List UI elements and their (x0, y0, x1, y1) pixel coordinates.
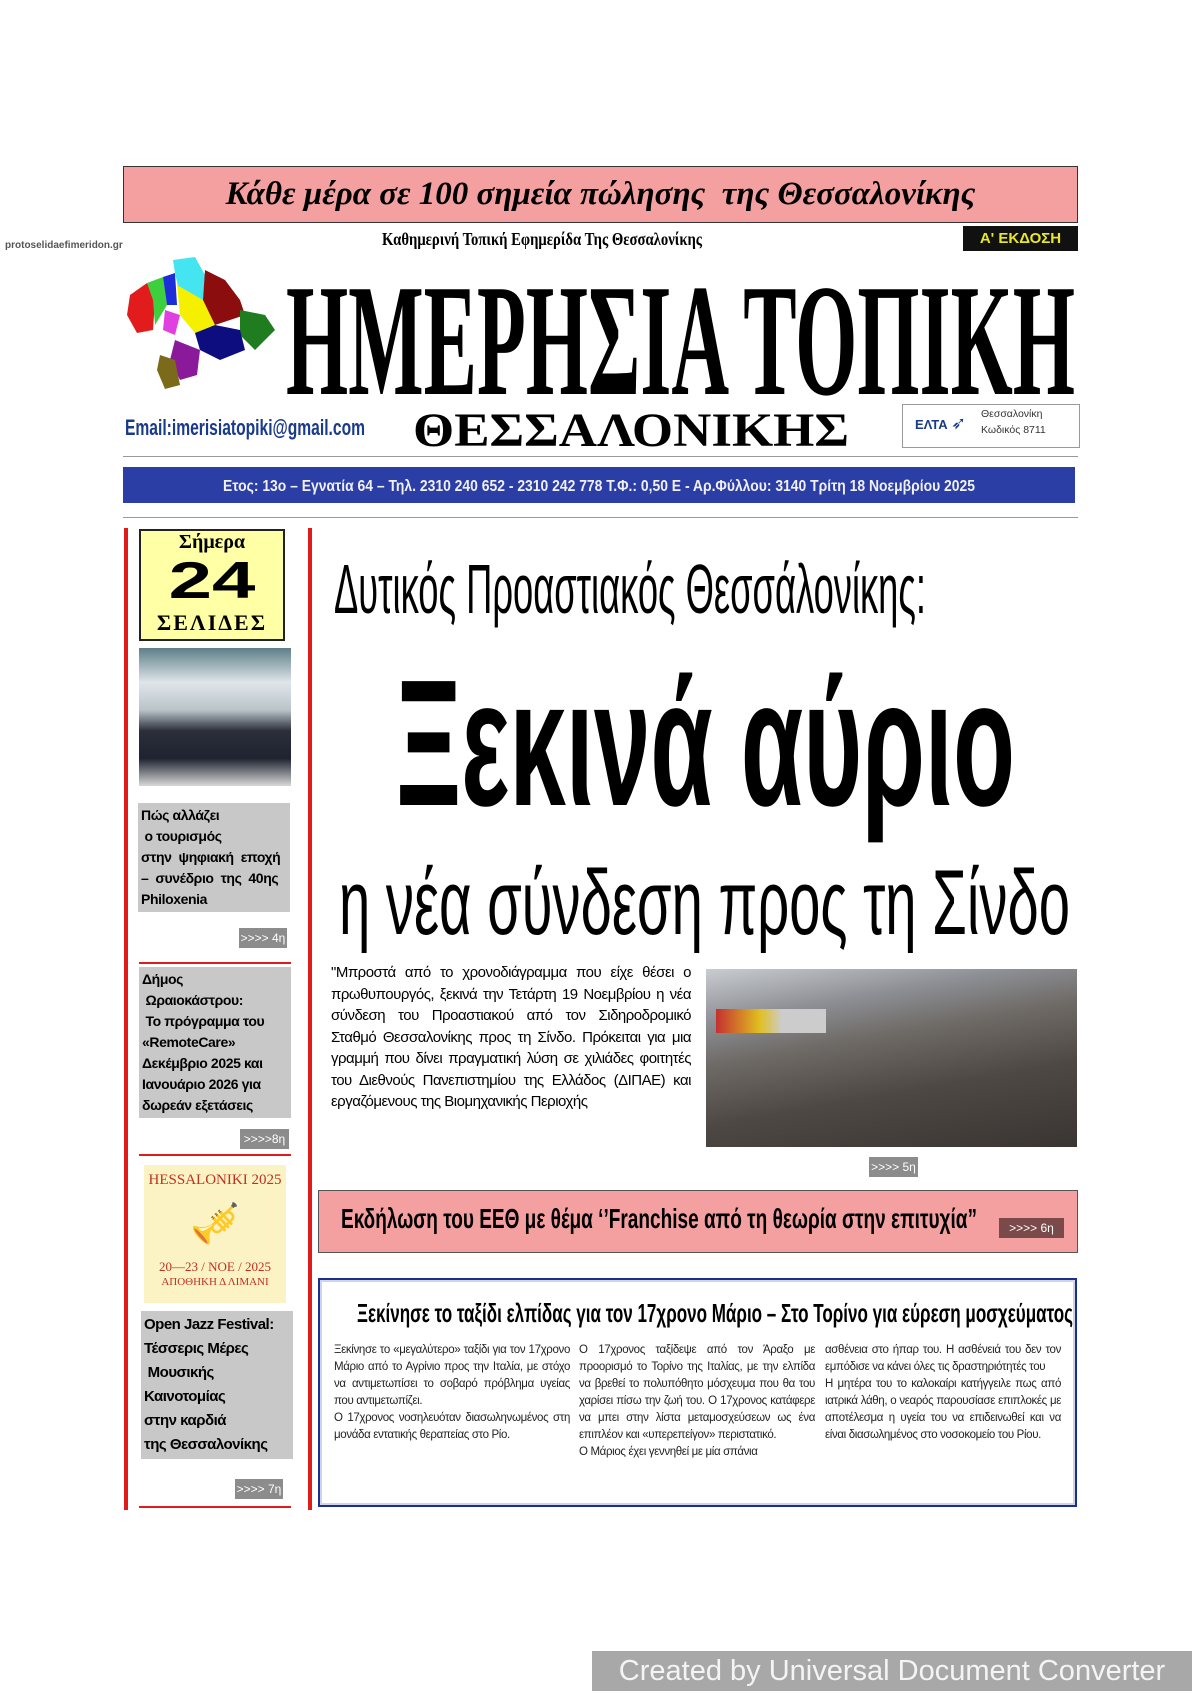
lead-paragraph: "Μπροστά από το χρονοδιάγραμμα που είχε θέσει ο πρωθυπουργός, ξεκινά την Τετάρτη 19 Νοεμβρίου η νέα σύνδεση του Προαστιακού από τον Σιδηροδρομικό Σταθμό Θεσσαλονίκης προς τη Σίνδο. Πρόκειται για μια γραμμή που δίνει πραγματική λύση σε χιλιάδες φοιτητές του Διεθνούς Πανεπιστημίου της Ελλάδος (ΔΙΠΑΕ) και εργαζόμενους της Βιομηχανικής Περιοχής (331, 964, 691, 1110)
pages-label: ΣΕΛΙΔΕΣ (156, 610, 268, 635)
divider (123, 517, 1078, 518)
svg-text:Δυτικός Προαστιακός Θεσσάλονίκ: Δυτικός Προαστιακός Θεσσάλονίκης: (334, 550, 926, 628)
email-link[interactable] (125, 412, 367, 442)
divider (139, 1506, 291, 1508)
main-subhead (339, 850, 1073, 960)
story-tourism[interactable]: Πώς αλλάζει ο τουρισμός στην ψηφιακή εποχή – συνέδριο της 40ης Philoxenia (138, 803, 290, 912)
svg-text:η νέα σύνδεση προς τη Σίνδο: η νέα σύνδεση προς τη Σίνδο (339, 852, 1070, 954)
pages-today-label: Σήμερα (178, 531, 246, 553)
divider (139, 962, 291, 964)
svg-text:Ξεκινά αύριο: Ξεκινά αύριο (396, 643, 1015, 844)
main-kicker (334, 545, 928, 630)
jazz-poster[interactable] (144, 1165, 286, 1303)
more-page-6-button[interactable]: >>>> 6η (999, 1218, 1064, 1238)
divider (139, 1154, 291, 1156)
event-banner[interactable] (318, 1190, 1078, 1253)
svg-text:Καθημερινή Τοπική Εφημερίδα Τη: Καθημερινή Τοπική Εφημερίδα Της Θεσσαλονίκης (382, 229, 703, 249)
more-page-5-button[interactable]: >>>> 5η (869, 1157, 918, 1177)
story-column-2: Ο 17χρονος ταξίδεψε από τον Άραξο με προορισμό το Τορίνο της Ιταλίας, με την ελπίδα να βρεθεί το πολυπόθητο μόσχευμα που θα του χαρίσει πίσω την ζωή του. Ο 17χρονος κατάφερε να μπει στην λίστα μεταμοσχεύσεων ως ένα επιπλέον και «υπερεπείγον» περιστατικό. Ο Μάριος έχει γεννηθεί με μία σπάνια (579, 1344, 815, 1458)
edition-badge: Α' ΕΚΔΟΣΗ (963, 226, 1078, 251)
divider (123, 456, 1078, 457)
poster-title: HESSALONIKI 2025 (148, 1172, 282, 1188)
elta-logo: ΕΛΤΑ (915, 417, 948, 432)
info-bar (123, 467, 1075, 503)
svg-text:ΗΜΕΡΗΣΙΑ ΤΟΠΙΚΗ: ΗΜΕΡΗΣΙΑ ΤΟΠΙΚΗ (286, 252, 1075, 402)
more-page-4-button[interactable]: >>>> 4η (239, 928, 287, 948)
masthead-title (286, 252, 1078, 402)
banner-text: Κάθε μέρα σε 100 σημεία πώλησης της Θεσσαλονίκης (225, 176, 976, 212)
main-headline (396, 640, 1018, 845)
top-banner (123, 166, 1078, 223)
conference-photo[interactable] (139, 648, 291, 786)
converter-watermark: Created by Universal Document Converter (592, 1651, 1192, 1691)
region-map-logo (125, 255, 277, 391)
svg-text:Email:imerisiatopiki@gmail.com: Email:imerisiatopiki@gmail.com (125, 415, 365, 440)
sidebar-border-right (308, 528, 312, 1510)
elta-code: Κωδικός 8711 (981, 424, 1046, 436)
sidebar-border-left (124, 528, 128, 1510)
story-box (318, 1278, 1077, 1507)
svg-text:Ετος: 13ο – Εγνατία 64 – Τηλ.: Ετος: 13ο – Εγνατία 64 – Τηλ. 2310 240 652 - 2310 242 778 Τ.Φ.: 0,50 Ε - Αρ.Φύλλου: 3140 Τρίτη 18 Νοεμβρίου 2025 (223, 478, 976, 495)
poster-dates: 20—23 / ΝΟΕ / 2025 (159, 1259, 271, 1274)
story-title: Ξεκίνησε το ταξίδι ελπίδας για τον 17χρονο Μάριο – Στο Τορίνο για εύρεση μοσχεύματος (357, 1298, 1073, 1328)
pages-count: 24 (168, 552, 256, 610)
elta-box (902, 404, 1080, 448)
poster-trumpet-icon: 🎺 (190, 1201, 240, 1246)
masthead-tagline (382, 228, 704, 250)
story-oraiokastro[interactable]: Δήμος Ωραιοκάστρου: Το πρόγραμμα του «RemoteCare» Δεκέμβριο 2025 και Ιανουάριο 2026 για δωρεάν εξετάσεις (139, 967, 291, 1118)
more-page-8-button[interactable]: >>>>8η (240, 1129, 289, 1149)
story-jazz-festival[interactable]: Open Jazz Festival: Τέσσερις Μέρες Μουσικής Καινοτομίας στην καρδιά της Θεσσαλονίκης (141, 1311, 293, 1459)
site-watermark: protoselidaefimeridon.gr (5, 240, 123, 251)
pages-count-box (139, 529, 285, 641)
svg-text:ΘΕΣΣΑΛΟΝΙΚΗΣ: ΘΕΣΣΑΛΟΝΙΚΗΣ (413, 404, 849, 450)
poster-venue: ΑΠΟΘΗΚΗ Δ ΛΙΜΑΝΙ (161, 1276, 269, 1288)
elta-bird-icon: ➶ (951, 413, 967, 433)
railway-photo[interactable] (706, 969, 1077, 1147)
more-page-7-button[interactable]: >>>> 7η (235, 1479, 283, 1499)
story-column-3: ασθένεια στο ήπαρ του. Η ασθένειά του δεν τον εμπόδισε να κάνει όλες τις δραστηριότητές του Η μητέρα του το καλοκαίρι κατήγγειλε πως από ιατρικά λάθη, ο νεαρός παρουσίασε επιπλοκές με αποτέλεσμα η υγεία του να επιδεινωθεί και να είναι διασωλημένος στο νοσοκομείο του Ρίου. (825, 1344, 1061, 1441)
elta-city: Θεσσαλονίκη (981, 408, 1043, 420)
masthead-subtitle (413, 404, 851, 450)
story-column-1: Ξεκίνησε το «μεγαλύτερο» ταξίδι για τον 17χρονο Μάριο από το Αγρίνιο προς την Ιταλία, με στόχο να αντιμετωπίσει το σοβαρό πρόβλημα υγείας που αντιμετωπίζει. Ο 17χρονος νοσηλευόταν διασωληνωμένος στη μονάδα εντατικής θεραπείας στο Ρίο. (334, 1344, 570, 1441)
svg-text:Εκδήλωση του ΕΕΘ με θέμα ‘’Fra: Εκδήλωση του ΕΕΘ με θέμα ‘’Franchise από τη θεωρία στην επιτυχία” (341, 1203, 977, 1234)
